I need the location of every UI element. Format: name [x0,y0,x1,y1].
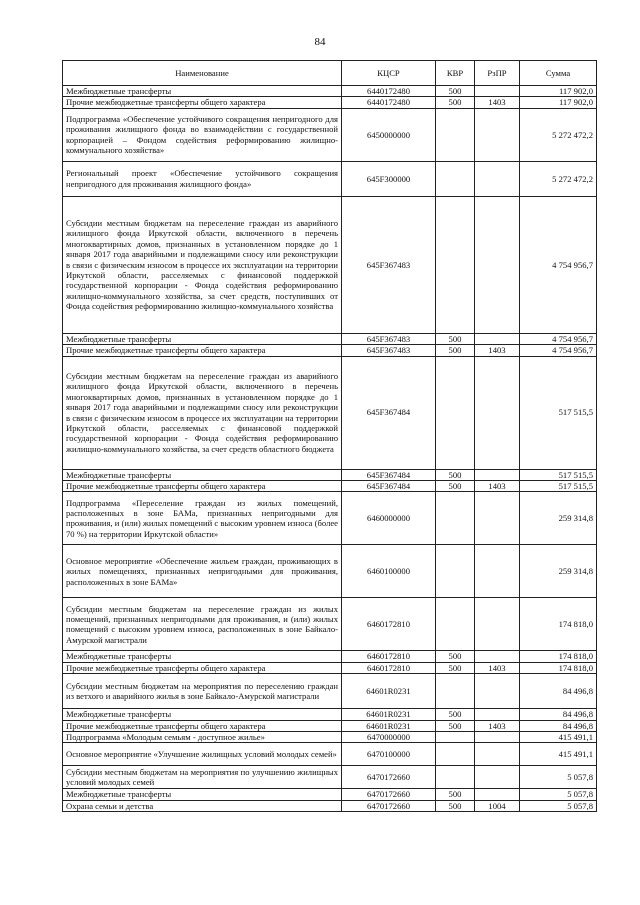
header-kvr: КВР [436,61,475,86]
row-kcsr: 6470172660 [342,800,436,811]
header-rzpr: РзПР [475,61,520,86]
row-name: Подпрограмма «Обеспечение устойчивого сокращения непригодного для проживания жилищного фонда во взаимодействии с государственной корпорацией – Фондом содействия реформированию жилищно-коммунального хозяйства» [63,108,342,161]
row-name: Подпрограмма «Переселение граждан из жилых помещений, расположенных в зоне БАМа, признанных непригодными для проживания, и (или) жилых помещений с высоким уровнем износа (более 70 %) на территории Иркутской области» [63,492,342,545]
header-name: Наименование [63,61,342,86]
row-rzpr: 1403 [475,481,520,492]
row-rzpr [475,356,520,469]
row-name: Субсидии местным бюджетам на мероприятия по переселению граждан из ветхого и аварийного жилья в зоне Байкало-Амурской магистрали [63,674,342,709]
row-kcsr: 64601R0231 [342,674,436,709]
row-kvr [436,196,475,333]
row-rzpr: 1403 [475,662,520,673]
table-row [63,662,597,673]
row-rzpr [475,709,520,720]
row-kcsr: 6450000000 [342,108,436,161]
row-kvr: 500 [436,345,475,356]
row-kvr [436,356,475,469]
header-kcsr: КЦСР [342,61,436,86]
table-row [63,108,597,161]
row-kvr [436,766,475,789]
row-rzpr [475,108,520,161]
row-kvr: 500 [436,333,475,344]
row-kcsr: 64601R0231 [342,720,436,731]
row-rzpr [475,492,520,545]
table-row [63,345,597,356]
row-name: Охрана семьи и детства [63,800,342,811]
table-header-row [63,61,597,86]
row-sum: 117 902,0 [520,97,597,108]
table-row [63,598,597,651]
row-rzpr [475,651,520,662]
row-rzpr: 1403 [475,97,520,108]
row-kcsr: 6470172660 [342,789,436,800]
row-sum: 5 272 472,2 [520,108,597,161]
row-kvr: 500 [436,469,475,480]
row-sum: 4 754 956,7 [520,196,597,333]
row-sum: 5 272 472,2 [520,161,597,196]
table-row [63,161,597,196]
row-kvr [436,743,475,766]
row-name: Основное мероприятие «Улучшение жилищных условий молодых семей» [63,743,342,766]
row-kcsr: 6460172810 [342,651,436,662]
row-kcsr: 6470172660 [342,766,436,789]
row-sum: 415 491,1 [520,732,597,743]
row-name: Межбюджетные трансферты [63,333,342,344]
table-row [63,709,597,720]
row-sum: 517 515,5 [520,356,597,469]
row-sum: 5 057,8 [520,766,597,789]
row-rzpr [475,674,520,709]
table-row [63,469,597,480]
row-kvr: 500 [436,481,475,492]
row-kvr: 500 [436,97,475,108]
table-row [63,674,597,709]
row-kcsr: 6440172480 [342,86,436,97]
row-rzpr: 1403 [475,720,520,731]
row-kvr [436,674,475,709]
row-kvr: 500 [436,651,475,662]
row-sum: 415 491,1 [520,743,597,766]
row-kvr [436,492,475,545]
table-row [63,86,597,97]
row-name: Региональный проект «Обеспечение устойчивого сокращения непригодного для проживания жилищного фонда» [63,161,342,196]
table-row [63,481,597,492]
row-rzpr [475,333,520,344]
row-rzpr [475,161,520,196]
row-name: Прочие межбюджетные трансферты общего характера [63,481,342,492]
row-kcsr: 645F367484 [342,481,436,492]
row-kvr: 500 [436,662,475,673]
row-kcsr: 6460172810 [342,662,436,673]
row-name: Межбюджетные трансферты [63,789,342,800]
budget-table [62,60,597,812]
row-kcsr: 645F300000 [342,161,436,196]
row-sum: 174 818,0 [520,662,597,673]
row-sum: 517 515,5 [520,469,597,480]
row-kvr: 500 [436,86,475,97]
row-rzpr [475,469,520,480]
row-sum: 174 818,0 [520,598,597,651]
row-kcsr: 64601R0231 [342,709,436,720]
row-kvr [436,545,475,598]
table-row [63,766,597,789]
row-name: Прочие межбюджетные трансферты общего характера [63,97,342,108]
row-sum: 5 057,8 [520,800,597,811]
row-kvr: 500 [436,789,475,800]
row-rzpr: 1403 [475,345,520,356]
row-kvr [436,598,475,651]
table-row [63,492,597,545]
row-kvr: 500 [436,800,475,811]
row-sum: 174 818,0 [520,651,597,662]
row-kvr [436,732,475,743]
table-row [63,732,597,743]
row-sum: 4 754 956,7 [520,345,597,356]
row-rzpr [475,545,520,598]
table-row [63,651,597,662]
row-name: Субсидии местным бюджетам на переселение граждан из жилых помещений, признанных непригодными для проживания, и (или) жилых помещений с высоким уровнем износа, расположенных в зоне Байкало-Амурской магистрали [63,598,342,651]
row-kcsr: 645F367484 [342,356,436,469]
table-row [63,720,597,731]
row-kvr [436,161,475,196]
row-name: Субсидии местным бюджетам на переселение граждан из аварийного жилищного фонда Иркутской области, включенного в перечень многоквартирных домов, признанных в установленном порядке до 1 января 2017 года аварийными и подлежащими сносу или реконструкции в связи с физическим износом в процессе их эксплуатации на территории Иркутской области, расселяемых с финансовой поддержкой государственной корпорации - Фонда содействия реформированию жилищно-коммунального хозяйства, за счет средств областного бюджета [63,356,342,469]
table-row [63,196,597,333]
row-name: Субсидии местным бюджетам на мероприятия по улучшению жилищных условий молодых семей [63,766,342,789]
row-name: Прочие межбюджетные трансферты общего характера [63,345,342,356]
table-row [63,789,597,800]
row-name: Межбюджетные трансферты [63,709,342,720]
row-sum: 5 057,8 [520,789,597,800]
row-kcsr: 6440172480 [342,97,436,108]
row-name: Межбюджетные трансферты [63,86,342,97]
row-kcsr: 645F367483 [342,333,436,344]
row-rzpr [475,196,520,333]
row-name: Прочие межбюджетные трансферты общего характера [63,662,342,673]
row-rzpr [475,598,520,651]
row-name: Основное мероприятие «Обеспечение жильем граждан, проживающих в жилых помещениях, признанных непригодными для проживания, расположенных в зоне БАМа» [63,545,342,598]
table-row [63,97,597,108]
table-row [63,800,597,811]
table-row [63,356,597,469]
row-sum: 4 754 956,7 [520,333,597,344]
row-kvr: 500 [436,720,475,731]
row-name: Межбюджетные трансферты [63,469,342,480]
row-kcsr: 6460000000 [342,492,436,545]
row-rzpr [475,732,520,743]
table-row [63,743,597,766]
row-rzpr [475,743,520,766]
row-rzpr [475,766,520,789]
row-kvr: 500 [436,709,475,720]
row-kvr [436,108,475,161]
page-number: 84 [314,36,326,48]
row-name: Межбюджетные трансферты [63,651,342,662]
header-sum: Сумма [520,61,597,86]
table-row [63,545,597,598]
row-sum: 117 902,0 [520,86,597,97]
row-kcsr: 645F367483 [342,196,436,333]
row-name: Прочие межбюджетные трансферты общего характера [63,720,342,731]
row-kcsr: 6460100000 [342,545,436,598]
row-sum: 259 314,8 [520,492,597,545]
row-name: Подпрограмма «Молодым семьям - доступное жилье» [63,732,342,743]
row-kcsr: 6460172810 [342,598,436,651]
row-sum: 517 515,5 [520,481,597,492]
row-sum: 259 314,8 [520,545,597,598]
row-sum: 84 496,8 [520,674,597,709]
row-name: Субсидии местным бюджетам на переселение граждан из аварийного жилищного фонда Иркутской области, включенного в перечень многоквартирных домов, признанных в установленном порядке до 1 января 2017 года аварийными и подлежащими сносу или реконструкции в связи с физическим износом в процессе их эксплуатации на территории Иркутской области, расселяемых с финансовой поддержкой государственной корпорации - Фонда содействия реформированию жилищно-коммунального хозяйства, за счет средств, поступивших от Фонда содействия реформированию жилищно-коммунального хозяйства [63,196,342,333]
row-kcsr: 645F367483 [342,345,436,356]
row-rzpr [475,86,520,97]
row-rzpr [475,789,520,800]
row-sum: 84 496,8 [520,720,597,731]
row-sum: 84 496,8 [520,709,597,720]
row-kcsr: 6470000000 [342,732,436,743]
row-kcsr: 645F367484 [342,469,436,480]
row-kcsr: 6470100000 [342,743,436,766]
row-rzpr: 1004 [475,800,520,811]
table-row [63,333,597,344]
